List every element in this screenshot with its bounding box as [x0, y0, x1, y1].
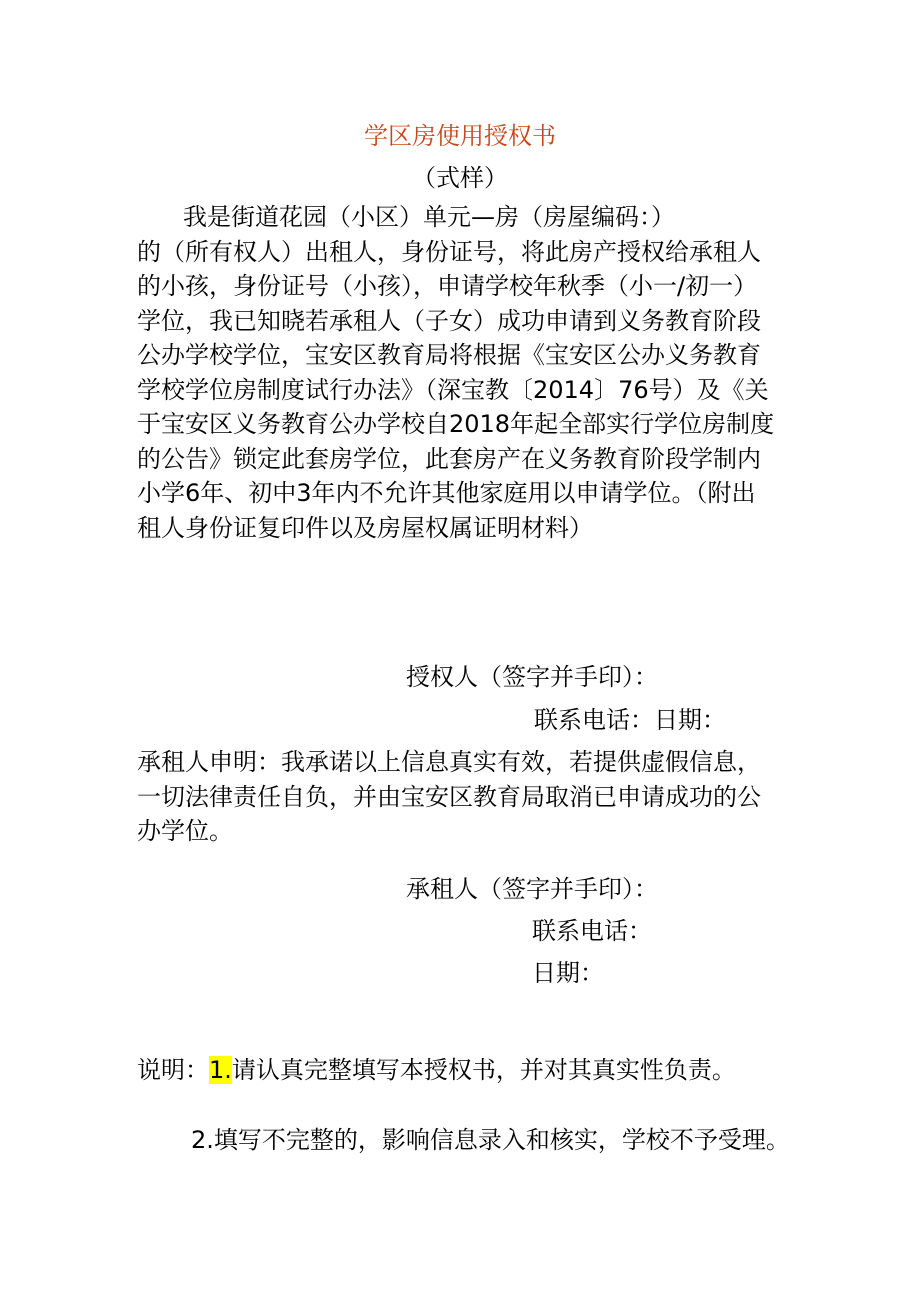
- body-line: 的公告》锁定此套房学位，此套房产在义务教育阶段学制内: [137, 444, 761, 473]
- note-item-2: 2.填写不完整的，影响信息录入和核实，学校不予受理。: [191, 1126, 790, 1154]
- notes-label: 说明：: [137, 1056, 209, 1084]
- grantor-signature-line: 授权人（签字并手印）：: [406, 663, 658, 691]
- declaration-line: 办学位。: [137, 817, 233, 845]
- tenant-signature-line: 承租人（签字并手印）：: [406, 875, 658, 903]
- body-line: 租人身份证复印件以及房屋权属证明材料）: [137, 513, 593, 542]
- declaration-line: 一切法律责任自负，并由宝安区教育局取消已申请成功的公: [137, 782, 761, 811]
- body-line: 学校学位房制度试行办法》（深宝教〔2014〕76号）及《关: [137, 375, 769, 404]
- tenant-date-line: 日期：: [532, 959, 604, 987]
- note-number-highlight: 1.: [209, 1056, 232, 1084]
- tenant-declaration: [137, 745, 797, 849]
- note-item-1-text: 请认真完整填写本授权书，并对其真实性负责。: [231, 1056, 736, 1084]
- body-line: 的小孩，身份证号（小孩），申请学校年秋季（小一/初一）: [137, 272, 758, 300]
- authorization-body: [137, 200, 797, 545]
- declaration-line: 承租人申明：我承诺以上信息真实有效，若提供虚假信息，: [137, 748, 761, 776]
- body-line: 学位，我已知晓若承租人（子女）成功申请到义务教育阶段: [137, 306, 761, 335]
- tenant-phone-line: 联系电话：: [532, 917, 652, 945]
- note-item-1: [137, 1052, 837, 1088]
- document-title: 学区房使用授权书: [364, 122, 556, 150]
- body-line: 小学6年、初中3年内不允许其他家庭用以申请学位。（附出: [137, 479, 756, 507]
- grantor-contact-line: 联系电话：日期：: [534, 706, 726, 734]
- notes-section: [137, 1052, 837, 1158]
- body-line: 于宝安区义务教育公办学校自2018年起全部实行学位房制度: [137, 410, 775, 438]
- body-line: 我是街道花园（小区）单元—房（房屋编码：）: [183, 203, 675, 231]
- document-subtitle: （式样）: [412, 164, 508, 192]
- body-line: 公办学校学位，宝安区教育局将根据《宝安区公办义务教育: [137, 341, 761, 369]
- body-line: 的（所有权人）出租人，身份证号，将此房产授权给承租人: [137, 237, 761, 266]
